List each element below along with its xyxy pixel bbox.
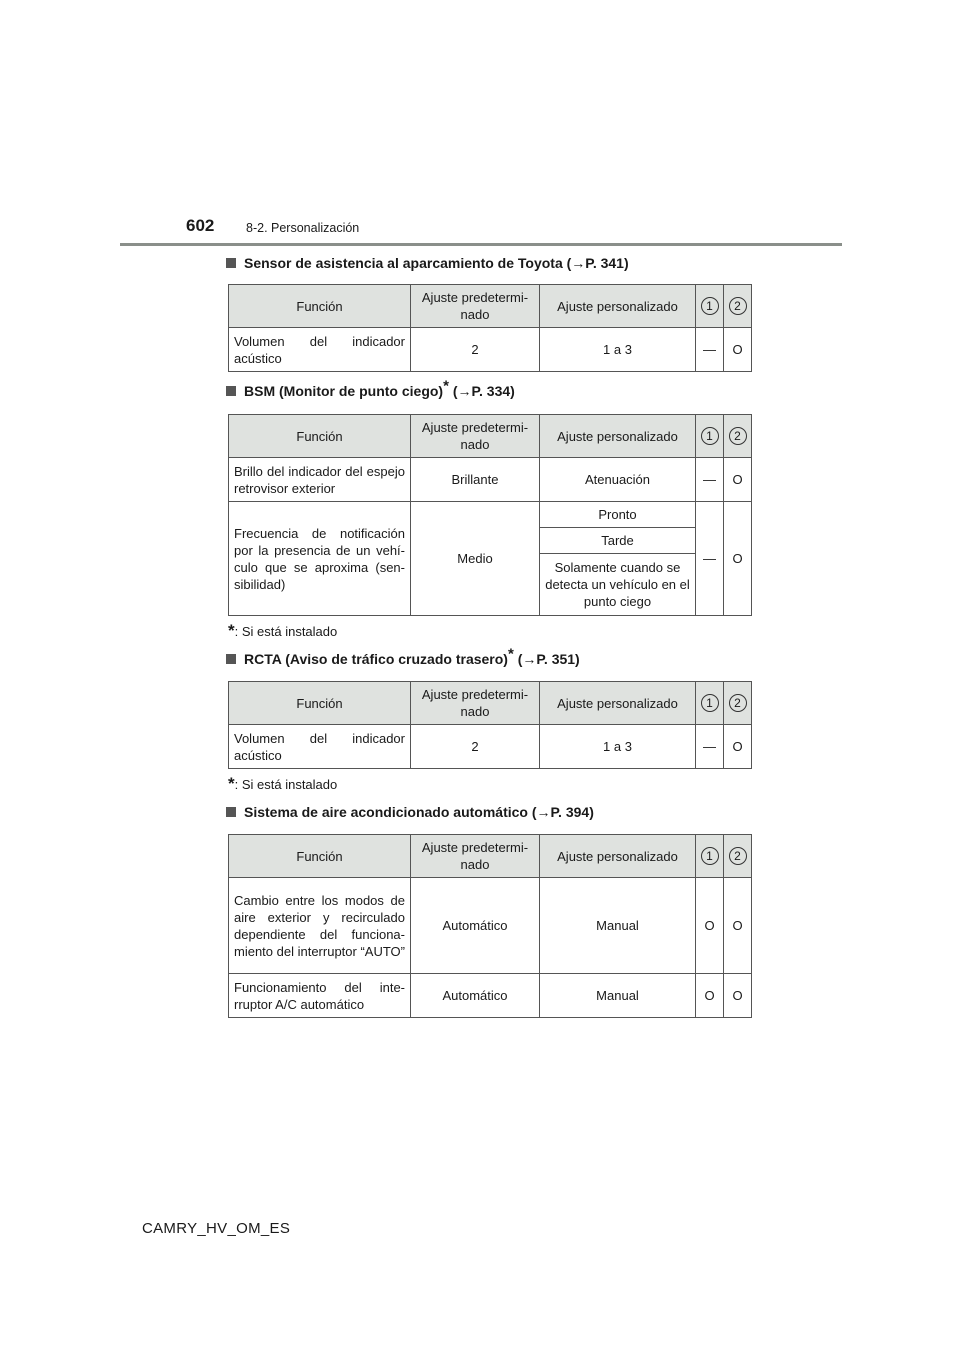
col-header-default: Ajuste predetermi-nado — [411, 285, 540, 328]
page-number: 602 — [186, 216, 215, 235]
col-header-function: Función — [229, 415, 411, 458]
cell-default: Brillante — [411, 458, 540, 502]
col-header-2 — [724, 835, 752, 878]
table-row — [229, 328, 752, 372]
col-header-1 — [696, 415, 724, 458]
table-header-row — [229, 415, 752, 458]
cell-col2: O — [724, 328, 752, 372]
table-header-row — [229, 835, 752, 878]
cell-default: 2 — [411, 725, 540, 769]
footnote — [228, 621, 337, 641]
section-title-ref: (→P. 334) — [448, 383, 515, 399]
table-header-row — [229, 285, 752, 328]
cell-col1: — — [696, 458, 724, 502]
cell-col1: — — [696, 502, 724, 616]
cell-col2: O — [724, 878, 752, 974]
col-header-custom: Ajuste personalizado — [540, 415, 696, 458]
cell-custom: Manual — [540, 974, 696, 1018]
col-header-custom: Ajuste personalizado — [540, 835, 696, 878]
col-header-2 — [724, 682, 752, 725]
cell-default: 2 — [411, 328, 540, 372]
col-header-function: Función — [229, 285, 411, 328]
cell-col2: O — [724, 974, 752, 1018]
circled-1-icon: 1 — [701, 847, 719, 865]
square-bullet-icon — [226, 386, 236, 396]
cell-col1: O — [696, 878, 724, 974]
table-row — [229, 725, 752, 769]
table-row — [229, 458, 752, 502]
cell-default: Automático — [411, 974, 540, 1018]
circled-1-icon: 1 — [701, 694, 719, 712]
settings-table-parking-sensor — [228, 284, 752, 372]
footnote-mark: * — [507, 645, 514, 663]
cell-custom: 1 a 3 — [540, 328, 696, 372]
section-title-auto-ac — [226, 804, 594, 820]
cell-col2: O — [724, 502, 752, 616]
section-title-text: BSM (Monitor de punto ciego) — [244, 383, 444, 399]
square-bullet-icon — [226, 654, 236, 664]
table-header-row — [229, 682, 752, 725]
cell-function: Volumen del indicador acústico — [229, 725, 411, 769]
settings-table-rcta — [228, 681, 752, 769]
cell-col1: — — [696, 725, 724, 769]
cell-custom: 1 a 3 — [540, 725, 696, 769]
settings-table-bsm — [228, 414, 752, 616]
col-header-2 — [724, 285, 752, 328]
footnote-text: : Si está instalado — [234, 624, 338, 639]
section-title-text: RCTA (Aviso de tráfico cruzado trasero) — [244, 651, 508, 667]
cell-function: Brillo del indicador del espejo retrovisor exterior — [229, 458, 411, 502]
cell-col1: O — [696, 974, 724, 1018]
cell-col1: — — [696, 328, 724, 372]
cell-default: Automático — [411, 878, 540, 974]
col-header-default: Ajuste predetermi-nado — [411, 835, 540, 878]
cell-function: Frecuencia de notificación por la presencia de un vehí-culo que se aproxima (sen-sibilidad) — [229, 502, 411, 616]
chapter-title: 8-2. Personalización — [246, 221, 360, 235]
cell-function: Funcionamiento del inte-rruptor A/C automático — [229, 974, 411, 1018]
circled-2-icon: 2 — [729, 694, 747, 712]
col-header-function: Función — [229, 835, 411, 878]
col-header-custom: Ajuste personalizado — [540, 285, 696, 328]
circled-2-icon: 2 — [729, 427, 747, 445]
footnote-text: : Si está instalado — [234, 777, 338, 792]
section-title-text: Sistema de aire acondicionado automático (→P. 394) — [244, 804, 594, 820]
cell-function: Volumen del indicador acústico — [229, 328, 411, 372]
table-row — [229, 974, 752, 1018]
circled-1-icon: 1 — [701, 297, 719, 315]
section-title-parking-sensor — [226, 255, 629, 271]
cell-custom-option: Tarde — [540, 528, 696, 554]
col-header-1 — [696, 835, 724, 878]
col-header-default: Ajuste predetermi-nado — [411, 682, 540, 725]
circled-2-icon: 2 — [729, 297, 747, 315]
square-bullet-icon — [226, 258, 236, 268]
cell-function: Cambio entre los modos de aire exterior y recirculado dependiente del funciona-miento del interruptor “AUTO” — [229, 878, 411, 974]
cell-col2: O — [724, 458, 752, 502]
header-divider — [120, 243, 842, 246]
section-title-text: Sensor de asistencia al aparcamiento de Toyota (→P. 341) — [244, 255, 629, 271]
cell-custom: Manual — [540, 878, 696, 974]
col-header-function: Función — [229, 682, 411, 725]
table-row — [229, 502, 752, 528]
circled-2-icon: 2 — [729, 847, 747, 865]
footnote-mark: * — [443, 377, 449, 395]
col-header-1 — [696, 285, 724, 328]
document-code: CAMRY_HV_OM_ES — [142, 1220, 291, 1237]
cell-custom: Atenuación — [540, 458, 696, 502]
col-header-1 — [696, 682, 724, 725]
square-bullet-icon — [226, 807, 236, 817]
col-header-custom: Ajuste personalizado — [540, 682, 696, 725]
section-title-ref: (→P. 351) — [513, 651, 580, 667]
cell-default: Medio — [411, 502, 540, 616]
section-title-bsm — [226, 377, 515, 399]
footnote-asterisk: * — [228, 774, 235, 793]
cell-custom-option: Pronto — [540, 502, 696, 528]
col-header-2 — [724, 415, 752, 458]
cell-col2: O — [724, 725, 752, 769]
cell-custom-option: Solamente cuando se detecta un vehículo en el punto ciego — [540, 554, 696, 616]
table-row — [229, 878, 752, 974]
section-title-rcta — [226, 645, 580, 667]
footnote-asterisk: * — [228, 621, 235, 640]
settings-table-auto-ac — [228, 834, 752, 1018]
footnote — [228, 774, 337, 794]
circled-1-icon: 1 — [701, 427, 719, 445]
col-header-default: Ajuste predetermi-nado — [411, 415, 540, 458]
